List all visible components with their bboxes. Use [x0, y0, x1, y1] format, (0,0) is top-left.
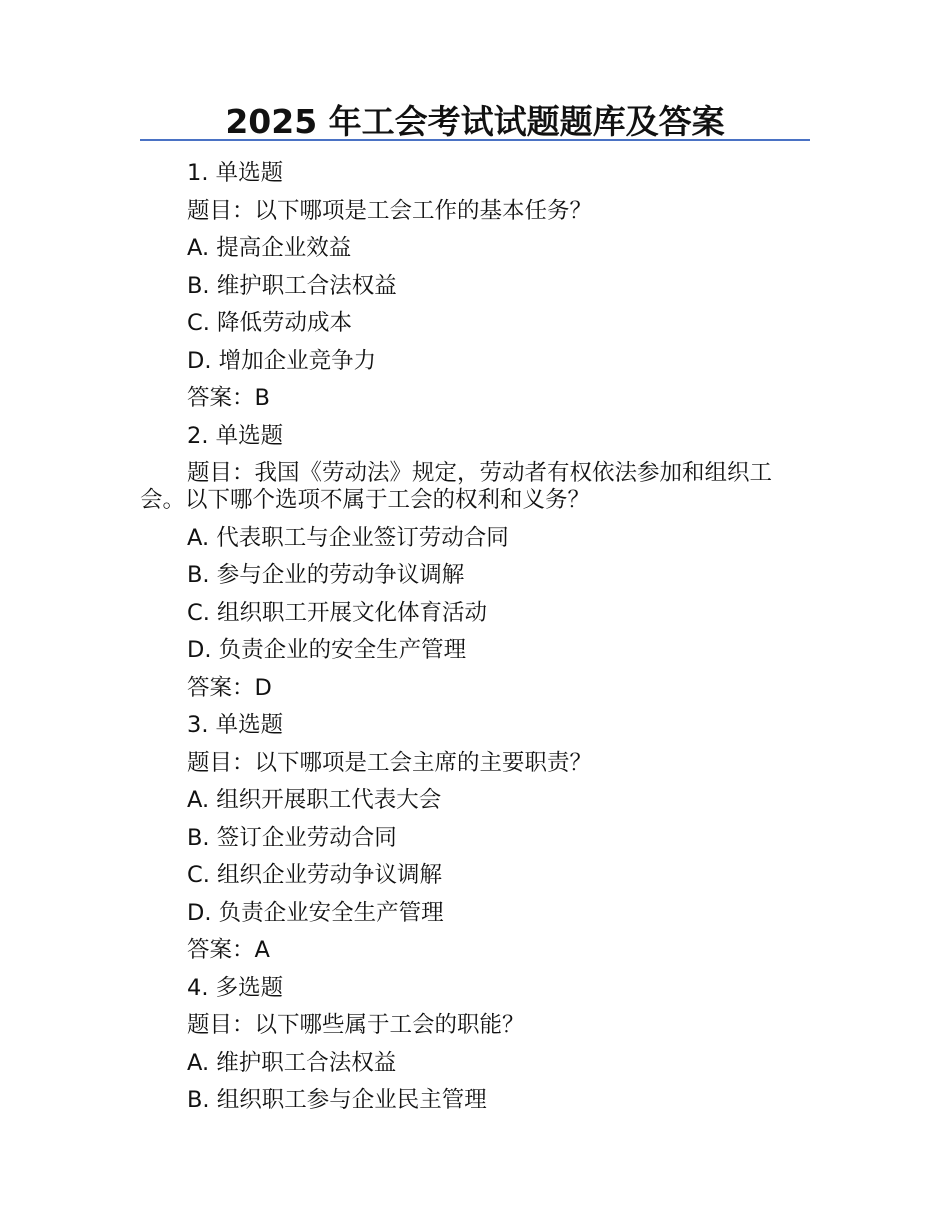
question-1 — [140, 155, 810, 418]
option-a: A. 组织开展职工代表大会 — [187, 787, 442, 813]
option-d: D. 负责企业安全生产管理 — [187, 899, 444, 926]
question-heading: 4. 多选题 — [187, 974, 284, 1001]
option-c: C. 组织企业劳动争议调解 — [187, 862, 443, 888]
question-heading: 3. 单选题 — [187, 712, 284, 738]
option-c: C. 降低劳动成本 — [187, 310, 353, 336]
question-2 — [140, 418, 810, 708]
question-stem: 题目：以下哪项是工会工作的基本任务？ — [187, 197, 593, 224]
question-4 — [140, 970, 810, 1120]
question-list — [140, 155, 810, 1120]
option-a: A. 提高企业效益 — [187, 235, 352, 261]
question-3 — [140, 707, 810, 970]
question-stem: 题目：以下哪项是工会主席的主要职责？ — [187, 749, 593, 776]
option-d: D. 增加企业竞争力 — [187, 347, 377, 374]
question-stem: 题目：我国《劳动法》规定，劳动者有权依法参加和组织工会。以下哪个选项不属于工会的权利和义务？ — [140, 460, 773, 513]
document-title: 2025 年工会考试试题题库及答案 — [225, 102, 725, 141]
option-a: A. 代表职工与企业签订劳动合同 — [187, 524, 509, 551]
answer: 答案：A — [187, 937, 270, 963]
option-a: A. 维护职工合法权益 — [187, 1049, 397, 1076]
answer: 答案：B — [187, 385, 270, 411]
question-heading: 2. 单选题 — [187, 422, 284, 449]
option-b: B. 参与企业的劳动争议调解 — [187, 562, 465, 588]
option-b: B. 组织职工参与企业民主管理 — [187, 1087, 487, 1113]
question-heading: 1. 单选题 — [187, 160, 284, 186]
question-stem: 题目：以下哪些属于工会的职能？ — [187, 1012, 525, 1038]
title-underline — [140, 139, 810, 141]
option-d: D. 负责企业的安全生产管理 — [187, 637, 467, 663]
option-b: B. 维护职工合法权益 — [187, 272, 397, 299]
option-c: C. 组织职工开展文化体育活动 — [187, 599, 488, 626]
answer: 答案：D — [187, 674, 272, 701]
option-b: B. 签订企业劳动合同 — [187, 824, 397, 851]
